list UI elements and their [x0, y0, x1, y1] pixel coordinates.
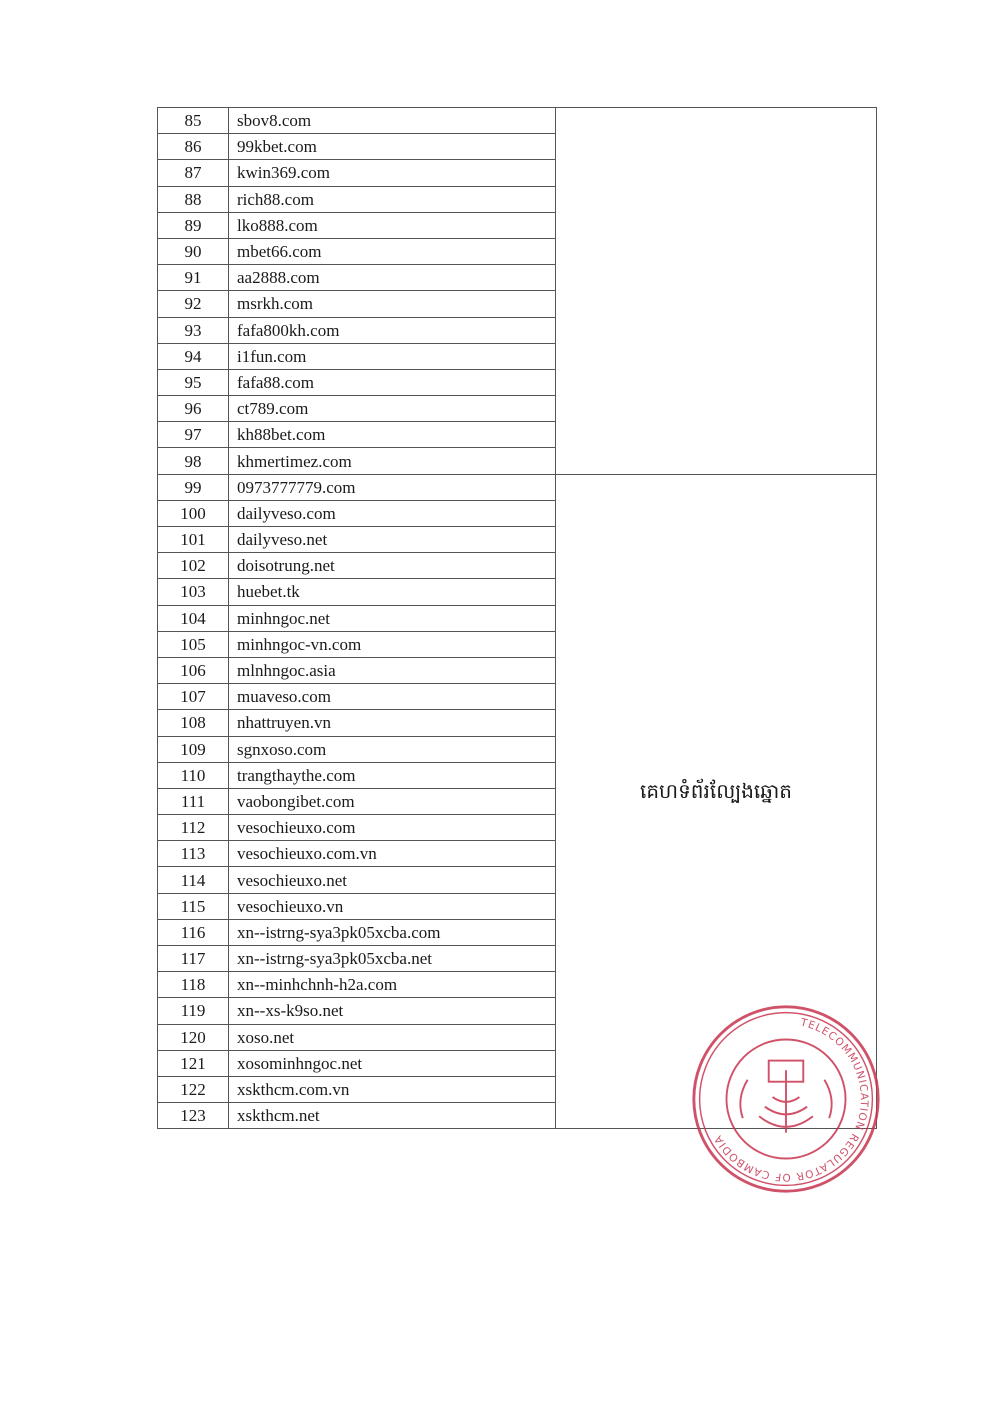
domain-name: vesochieuxo.com.vn [229, 841, 556, 867]
row-number: 88 [158, 186, 229, 212]
category-cell [556, 108, 877, 475]
row-number: 106 [158, 657, 229, 683]
row-number: 86 [158, 134, 229, 160]
row-number: 120 [158, 1024, 229, 1050]
domain-name: sgnxoso.com [229, 736, 556, 762]
domain-name: fafa88.com [229, 369, 556, 395]
domain-name: msrkh.com [229, 291, 556, 317]
domain-name: muaveso.com [229, 684, 556, 710]
domain-name: sbov8.com [229, 108, 556, 134]
domain-name: rich88.com [229, 186, 556, 212]
row-number: 121 [158, 1050, 229, 1076]
row-number: 112 [158, 815, 229, 841]
domain-name: vesochieuxo.net [229, 867, 556, 893]
row-number: 111 [158, 788, 229, 814]
domain-name: 0973777779.com [229, 474, 556, 500]
domain-name: ct789.com [229, 396, 556, 422]
row-number: 115 [158, 893, 229, 919]
domain-name: xskthcm.com.vn [229, 1076, 556, 1102]
row-number: 104 [158, 605, 229, 631]
row-number: 92 [158, 291, 229, 317]
domain-name: fafa800kh.com [229, 317, 556, 343]
domain-name: aa2888.com [229, 265, 556, 291]
row-number: 95 [158, 369, 229, 395]
domain-name: xn--minhchnh-h2a.com [229, 972, 556, 998]
row-number: 118 [158, 972, 229, 998]
seal-text: TELECOMMUNICATION REGULATOR OF CAMBODIA [711, 1016, 870, 1183]
domain-name: minhngoc-vn.com [229, 631, 556, 657]
domain-name: mbet66.com [229, 238, 556, 264]
row-number: 105 [158, 631, 229, 657]
domain-name: xoso.net [229, 1024, 556, 1050]
row-number: 108 [158, 710, 229, 736]
row-number: 96 [158, 396, 229, 422]
domain-list-body [158, 108, 877, 1129]
row-number: 99 [158, 474, 229, 500]
row-number: 97 [158, 422, 229, 448]
row-number: 91 [158, 265, 229, 291]
domain-name: xn--xs-k9so.net [229, 998, 556, 1024]
domain-name: vesochieuxo.vn [229, 893, 556, 919]
category-label: គេហទំព័រល្បែងឆ្នោត [640, 779, 792, 804]
row-number: 122 [158, 1076, 229, 1102]
row-number: 123 [158, 1103, 229, 1129]
domain-name: vesochieuxo.com [229, 815, 556, 841]
domain-name: xskthcm.net [229, 1103, 556, 1129]
domain-name: vaobongibet.com [229, 788, 556, 814]
row-number: 110 [158, 762, 229, 788]
domain-name: 99kbet.com [229, 134, 556, 160]
domain-list-table [157, 107, 877, 1129]
domain-name: trangthaythe.com [229, 762, 556, 788]
domain-name: huebet.tk [229, 579, 556, 605]
row-number: 107 [158, 684, 229, 710]
domain-name: doisotrung.net [229, 553, 556, 579]
domain-name: minhngoc.net [229, 605, 556, 631]
domain-name: dailyveso.net [229, 527, 556, 553]
row-number: 87 [158, 160, 229, 186]
row-number: 109 [158, 736, 229, 762]
domain-name: dailyveso.com [229, 500, 556, 526]
row-number: 116 [158, 919, 229, 945]
table-row [158, 474, 877, 500]
row-number: 100 [158, 500, 229, 526]
row-number: 113 [158, 841, 229, 867]
row-number: 94 [158, 343, 229, 369]
row-number: 103 [158, 579, 229, 605]
domain-name: xn--istrng-sya3pk05xcba.com [229, 919, 556, 945]
table-row [158, 108, 877, 134]
row-number: 119 [158, 998, 229, 1024]
domain-name: xn--istrng-sya3pk05xcba.net [229, 946, 556, 972]
row-number: 117 [158, 946, 229, 972]
row-number: 89 [158, 212, 229, 238]
domain-name: khmertimez.com [229, 448, 556, 474]
domain-name: lko888.com [229, 212, 556, 238]
domain-name: kh88bet.com [229, 422, 556, 448]
row-number: 93 [158, 317, 229, 343]
official-seal-stamp [690, 1003, 882, 1195]
domain-name: kwin369.com [229, 160, 556, 186]
row-number: 85 [158, 108, 229, 134]
domain-name: mlnhngoc.asia [229, 657, 556, 683]
domain-name: nhattruyen.vn [229, 710, 556, 736]
row-number: 101 [158, 527, 229, 553]
row-number: 114 [158, 867, 229, 893]
domain-name: i1fun.com [229, 343, 556, 369]
row-number: 98 [158, 448, 229, 474]
domain-name: xosominhngoc.net [229, 1050, 556, 1076]
row-number: 102 [158, 553, 229, 579]
row-number: 90 [158, 238, 229, 264]
